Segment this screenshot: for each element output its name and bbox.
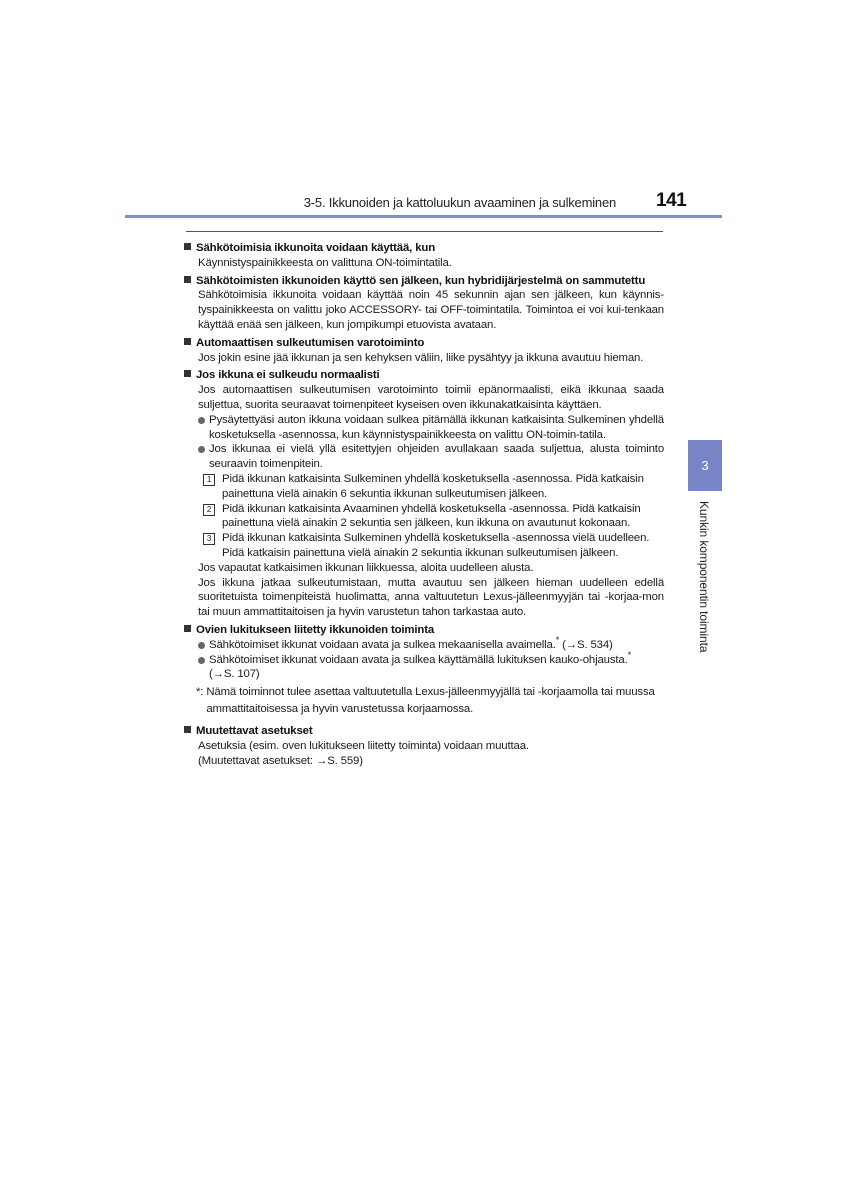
footnote-text: Nämä toiminnot tulee asettaa valtuutetulla Lexus-jälleenmyyjällä tai -korjaamolla tai muussa ammattitaitoisessa ja hyvin varustetussa korjaamossa. — [206, 686, 655, 716]
chapter-number: 3 — [701, 458, 709, 473]
paragraph: Asetuksia (esim. oven lukitukseen liitetty toiminta) voidaan muuttaa. — [198, 739, 529, 752]
square-bullet-icon — [184, 243, 191, 250]
section-jam-protection — [184, 336, 664, 366]
step-item — [203, 531, 664, 561]
section-heading — [184, 368, 664, 383]
heading-text: Muutettavat asetukset — [196, 725, 313, 738]
page-number: 141 — [656, 190, 687, 211]
heading-text: Jos ikkuna ei sulkeudu normaalisti — [196, 369, 380, 382]
section-heading — [184, 274, 664, 289]
heading-text: Automaattisen sulkeutumisen varotoiminto — [196, 336, 425, 349]
footnote-mark: *: — [196, 686, 204, 699]
round-bullet-icon — [198, 657, 205, 664]
section-heading — [184, 623, 664, 638]
step-number-box: 2 — [203, 504, 215, 516]
page-reference: (→S. 534) — [559, 638, 613, 651]
paragraph: Käynnistyspainikkeesta on valittuna ON-toimintatila. — [198, 256, 452, 269]
header-rule — [125, 215, 722, 218]
asterisk-mark: * — [627, 649, 631, 660]
step-text: Pidä ikkunan katkaisinta Sulkeminen yhdellä kosketuksella -asennossa. Pidä katkaisin painettuna vielä ainakin 6 sekuntia ikkunan sulkeutumisen jälkeen. — [222, 472, 644, 500]
paragraph: Jos jokin esine jää ikkunan ja sen kehyksen väliin, liike pysähtyy ja ikkuna avautuu hieman. — [198, 351, 644, 364]
step-text: Pidä ikkunan katkaisinta Sulkeminen yhdellä kosketuksella -asennossa vielä uudelleen. Pidä katkaisin painettuna vielä ainakin 2 sekuntia ikkunan sulkeutumisen jälkeen. — [222, 532, 650, 559]
list-item — [198, 413, 664, 443]
page-content — [184, 238, 664, 769]
section-header-title: 3-5. Ikkunoiden ja kattoluukun avaaminen ja sulkeminen — [303, 195, 616, 210]
step-item — [203, 502, 664, 532]
square-bullet-icon — [184, 276, 191, 283]
section-heading — [184, 241, 664, 256]
paragraph: (Muutettavat asetukset: →S. 559) — [198, 754, 363, 767]
page-reference: (→S. 107) — [209, 668, 260, 681]
footnote — [196, 684, 664, 718]
section-custom-settings — [184, 724, 664, 768]
paragraph: Jos vapautat katkaisimen ikkunan liikkuessa, aloita uudelleen alusta. — [198, 561, 534, 574]
round-bullet-icon — [198, 446, 205, 453]
list-item-text: Jos ikkunaa ei vielä yllä esitettyjen ohjeiden avullakaan saada suljettua, alusta toiminto seuraavin toimenpitein. — [209, 443, 664, 471]
paragraph: Jos automaattisen sulkeutumisen varotoiminto toimii epänormaalisti, eikä ikkunaa saada suljettua, suorita seuraavat toimenpiteet kyseisen oven ikkunakatkaisinta käyttäen. — [198, 384, 664, 411]
step-number-box: 3 — [203, 533, 215, 545]
square-bullet-icon — [184, 625, 191, 632]
heading-text: Sähkötoimisia ikkunoita voidaan käyttää, kun — [196, 242, 436, 254]
square-bullet-icon — [184, 338, 191, 345]
section-after-hybrid-off — [184, 274, 664, 333]
list-item-text — [209, 634, 664, 653]
list-item-text: Pysäytettyäsi auton ikkuna voidaan sulkea pitämällä ikkunan katkaisinta Sulkeminen yhdellä kosketuksella -asennossa, kun käynnistyspainikkeesta on valittu ON-toimin-tatila. — [209, 413, 664, 441]
round-bullet-icon — [198, 417, 205, 424]
chapter-tab — [688, 440, 722, 491]
section-heading — [184, 724, 664, 739]
section-door-lock-linked — [184, 623, 664, 718]
list-item — [198, 634, 664, 653]
chapter-label: Kunkin komponentin toiminta — [697, 501, 711, 653]
step-item — [203, 472, 664, 502]
bullet-text: Sähkötoimiset ikkunat voidaan avata ja sulkea mekaanisella avaimella. — [209, 638, 556, 651]
list-item — [198, 649, 664, 683]
list-item — [198, 442, 664, 472]
heading-text: Sähkötoimisten ikkunoiden käyttö sen jälkeen, kun hybridijärjestelmä on sammutettu — [196, 274, 646, 287]
heading-text: Ovien lukitukseen liitetty ikkunoiden toiminta — [196, 623, 435, 636]
step-text: Pidä ikkunan katkaisinta Avaaminen yhdellä kosketuksella -asennossa. Pidä katkaisin painettuna vielä ainakin 2 sekuntia sen jälkeen, kun ikkuna on avautunut kokonaan. — [222, 502, 641, 530]
section-window-not-closing — [184, 368, 664, 620]
asterisk-mark: * — [555, 634, 560, 645]
round-bullet-icon — [198, 642, 205, 649]
step-number-box: 1 — [203, 474, 215, 486]
square-bullet-icon — [184, 370, 191, 377]
paragraph: Jos ikkuna jatkaa sulkeutumistaan, mutta avautuu sen jälkeen hieman uudelleen edellä suoritetuista toimenpiteistä huolimatta, anna valtuutetun Lexus-jälleenmyyjän tai -korjaa-mon tai muun ammattitaitoisen ja hyvin varustetun tahon tarkastaa auto. — [198, 576, 664, 619]
paragraph: Sähkötoimisia ikkunoita voidaan käyttää noin 45 sekunnin ajan sen jälkeen, kun käynnis-tyspainikkeesta on valittu joko ACCESSORY- tai OFF-toimintatila. Toimintoa ei voi kui-tenkaan käyttää enää sen jälkeen, kun jompikumpi etuovista avataan. — [198, 289, 664, 331]
list-item-text — [209, 649, 664, 683]
square-bullet-icon — [184, 726, 191, 733]
content-top-rule — [186, 231, 663, 232]
bullet-text: Sähkötoimiset ikkunat voidaan avata ja sulkea käyttämällä lukituksen kauko-ohjausta. — [209, 653, 628, 666]
section-heading — [184, 336, 664, 351]
section-power-windows-operable — [184, 241, 664, 271]
